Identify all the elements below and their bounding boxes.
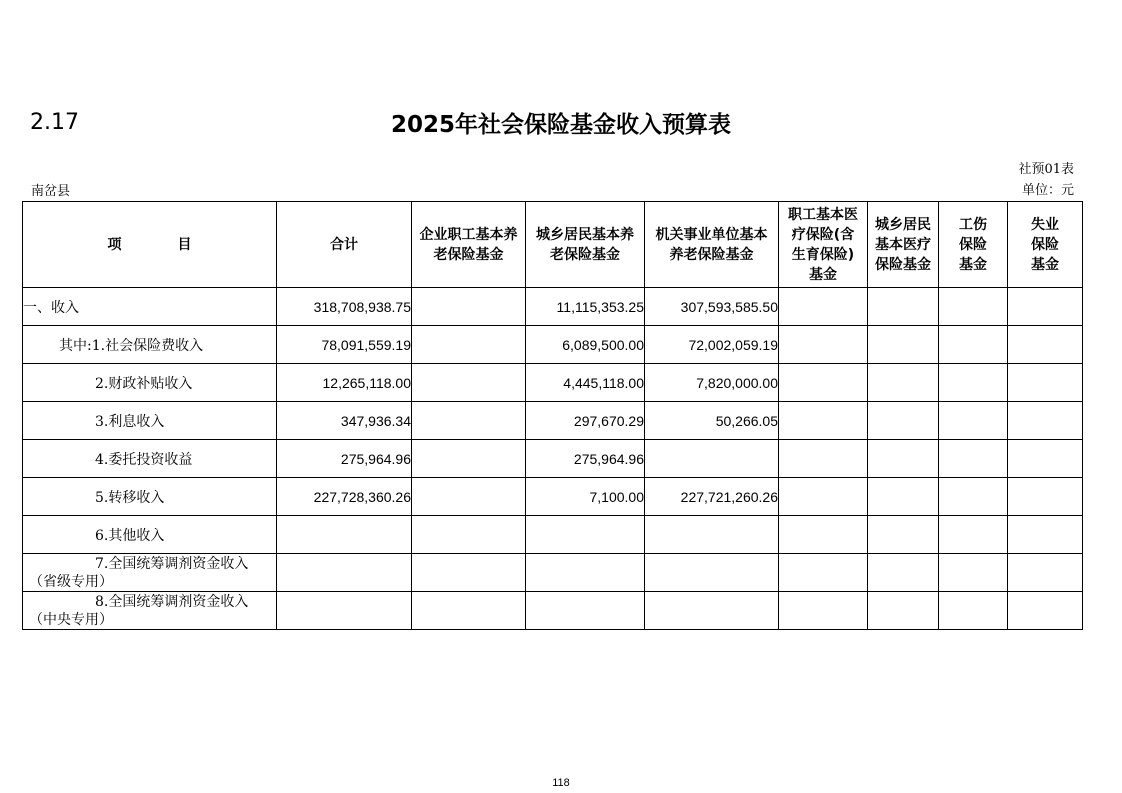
cell-institution-pension: 307,593,585.50	[645, 288, 779, 326]
cell-injury	[939, 478, 1008, 516]
cell-employee-medical	[779, 440, 868, 478]
cell-total: 227,728,360.26	[277, 478, 412, 516]
table-header-row	[23, 202, 1083, 288]
cell-resident-medical	[868, 402, 939, 440]
row-label	[23, 554, 277, 592]
cell-urban-rural-pension	[526, 592, 645, 630]
cell-urban-rural-pension	[526, 516, 645, 554]
cell-urban-rural-pension: 6,089,500.00	[526, 326, 645, 364]
row-label: 其中:1.社会保险费收入	[23, 326, 277, 364]
cell-employee-medical	[779, 516, 868, 554]
cell-injury	[939, 592, 1008, 630]
col-header-unemployment-text: 失业保险基金	[1031, 216, 1059, 273]
table-row	[23, 440, 1083, 478]
cell-employee-medical	[779, 402, 868, 440]
cell-resident-medical	[868, 478, 939, 516]
col-header-enterprise-pension	[412, 202, 526, 288]
page-number: 118	[552, 777, 570, 789]
col-header-urban-rural-pension-text: 城乡居民基本养老保险基金	[536, 226, 634, 263]
cell-unemployment	[1008, 288, 1083, 326]
col-header-resident-medical-text: 城乡居民基本医疗保险基金	[875, 216, 931, 273]
cell-urban-rural-pension: 7,100.00	[526, 478, 645, 516]
cell-institution-pension	[645, 554, 779, 592]
cell-enterprise-pension	[412, 516, 526, 554]
cell-urban-rural-pension	[526, 554, 645, 592]
table-row	[23, 326, 1083, 364]
cell-total: 78,091,559.19	[277, 326, 412, 364]
table-row	[23, 554, 1083, 592]
table-row	[23, 516, 1083, 554]
document-title: 2025年社会保险基金收入预算表	[390, 112, 731, 138]
row-label	[23, 592, 277, 630]
cell-unemployment	[1008, 554, 1083, 592]
cell-enterprise-pension	[412, 326, 526, 364]
col-header-employee-medical-text: 职工基本医疗保险(含生育保险)基金	[788, 206, 858, 283]
cell-total	[277, 592, 412, 630]
cell-employee-medical	[779, 288, 868, 326]
cell-employee-medical	[779, 326, 868, 364]
cell-total: 347,936.34	[277, 402, 412, 440]
col-header-institution-pension	[645, 202, 779, 288]
row-label: 6.其他收入	[23, 516, 277, 554]
form-code: 社预01表	[1018, 162, 1074, 177]
table-row	[23, 288, 1083, 326]
cell-enterprise-pension	[412, 440, 526, 478]
row-label-line1: 7.全国统筹调剂资金收入	[95, 555, 249, 572]
row-label: 一、收入	[23, 288, 277, 326]
row-label: 2.财政补贴收入	[23, 364, 277, 402]
cell-resident-medical	[868, 554, 939, 592]
cell-injury	[939, 402, 1008, 440]
table-row	[23, 364, 1083, 402]
row-label-line2: （省级专用）	[29, 573, 113, 590]
cell-injury	[939, 326, 1008, 364]
cell-institution-pension	[645, 440, 779, 478]
cell-enterprise-pension	[412, 478, 526, 516]
cell-unemployment	[1008, 478, 1083, 516]
cell-resident-medical	[868, 592, 939, 630]
table-row	[23, 592, 1083, 630]
cell-enterprise-pension	[412, 288, 526, 326]
cell-institution-pension	[645, 516, 779, 554]
cell-enterprise-pension	[412, 592, 526, 630]
cell-institution-pension: 227,721,260.26	[645, 478, 779, 516]
cell-resident-medical	[868, 364, 939, 402]
row-label: 4.委托投资收益	[23, 440, 277, 478]
col-header-total: 合计	[277, 202, 412, 288]
col-header-unemployment	[1008, 202, 1083, 288]
cell-total: 12,265,118.00	[277, 364, 412, 402]
table-row	[23, 402, 1083, 440]
cell-institution-pension	[645, 592, 779, 630]
cell-total	[277, 516, 412, 554]
col-header-item: 项 目	[23, 202, 277, 288]
cell-unemployment	[1008, 592, 1083, 630]
cell-injury	[939, 440, 1008, 478]
col-header-employee-medical	[779, 202, 868, 288]
cell-enterprise-pension	[412, 402, 526, 440]
cell-institution-pension: 72,002,059.19	[645, 326, 779, 364]
cell-unemployment	[1008, 516, 1083, 554]
col-header-urban-rural-pension	[526, 202, 645, 288]
cell-unemployment	[1008, 402, 1083, 440]
cell-urban-rural-pension: 11,115,353.25	[526, 288, 645, 326]
col-header-resident-medical	[868, 202, 939, 288]
cell-injury	[939, 288, 1008, 326]
row-label: 3.利息收入	[23, 402, 277, 440]
cell-resident-medical	[868, 326, 939, 364]
budget-table	[22, 201, 1083, 630]
cell-injury	[939, 516, 1008, 554]
cell-injury	[939, 554, 1008, 592]
cell-unemployment	[1008, 440, 1083, 478]
cell-resident-medical	[868, 440, 939, 478]
col-header-enterprise-pension-text: 企业职工基本养老保险基金	[419, 226, 518, 263]
cell-urban-rural-pension: 275,964.96	[526, 440, 645, 478]
cell-resident-medical	[868, 516, 939, 554]
cell-institution-pension: 7,820,000.00	[645, 364, 779, 402]
col-header-injury	[939, 202, 1008, 288]
cell-employee-medical	[779, 364, 868, 402]
cell-urban-rural-pension: 4,445,118.00	[526, 364, 645, 402]
cell-total: 318,708,938.75	[277, 288, 412, 326]
cell-resident-medical	[868, 288, 939, 326]
cell-enterprise-pension	[412, 364, 526, 402]
cell-institution-pension: 50,266.05	[645, 402, 779, 440]
unit-label: 单位：元	[1021, 183, 1074, 198]
col-header-injury-text: 工伤保险基金	[959, 216, 987, 273]
cell-employee-medical	[779, 592, 868, 630]
cell-total	[277, 554, 412, 592]
cell-injury	[939, 364, 1008, 402]
row-label-line1: 8.全国统筹调剂资金收入	[95, 593, 249, 610]
cell-enterprise-pension	[412, 554, 526, 592]
row-label-line2: （中央专用）	[29, 611, 113, 628]
table-row	[23, 478, 1083, 516]
cell-unemployment	[1008, 326, 1083, 364]
cell-employee-medical	[779, 478, 868, 516]
cell-total: 275,964.96	[277, 440, 412, 478]
cell-urban-rural-pension: 297,670.29	[526, 402, 645, 440]
section-number: 2.17	[30, 110, 79, 135]
cell-unemployment	[1008, 364, 1083, 402]
col-header-institution-pension-text: 机关事业单位基本养老保险基金	[655, 226, 768, 263]
county-name: 南岔县	[31, 184, 71, 199]
row-label: 5.转移收入	[23, 478, 277, 516]
cell-employee-medical	[779, 554, 868, 592]
